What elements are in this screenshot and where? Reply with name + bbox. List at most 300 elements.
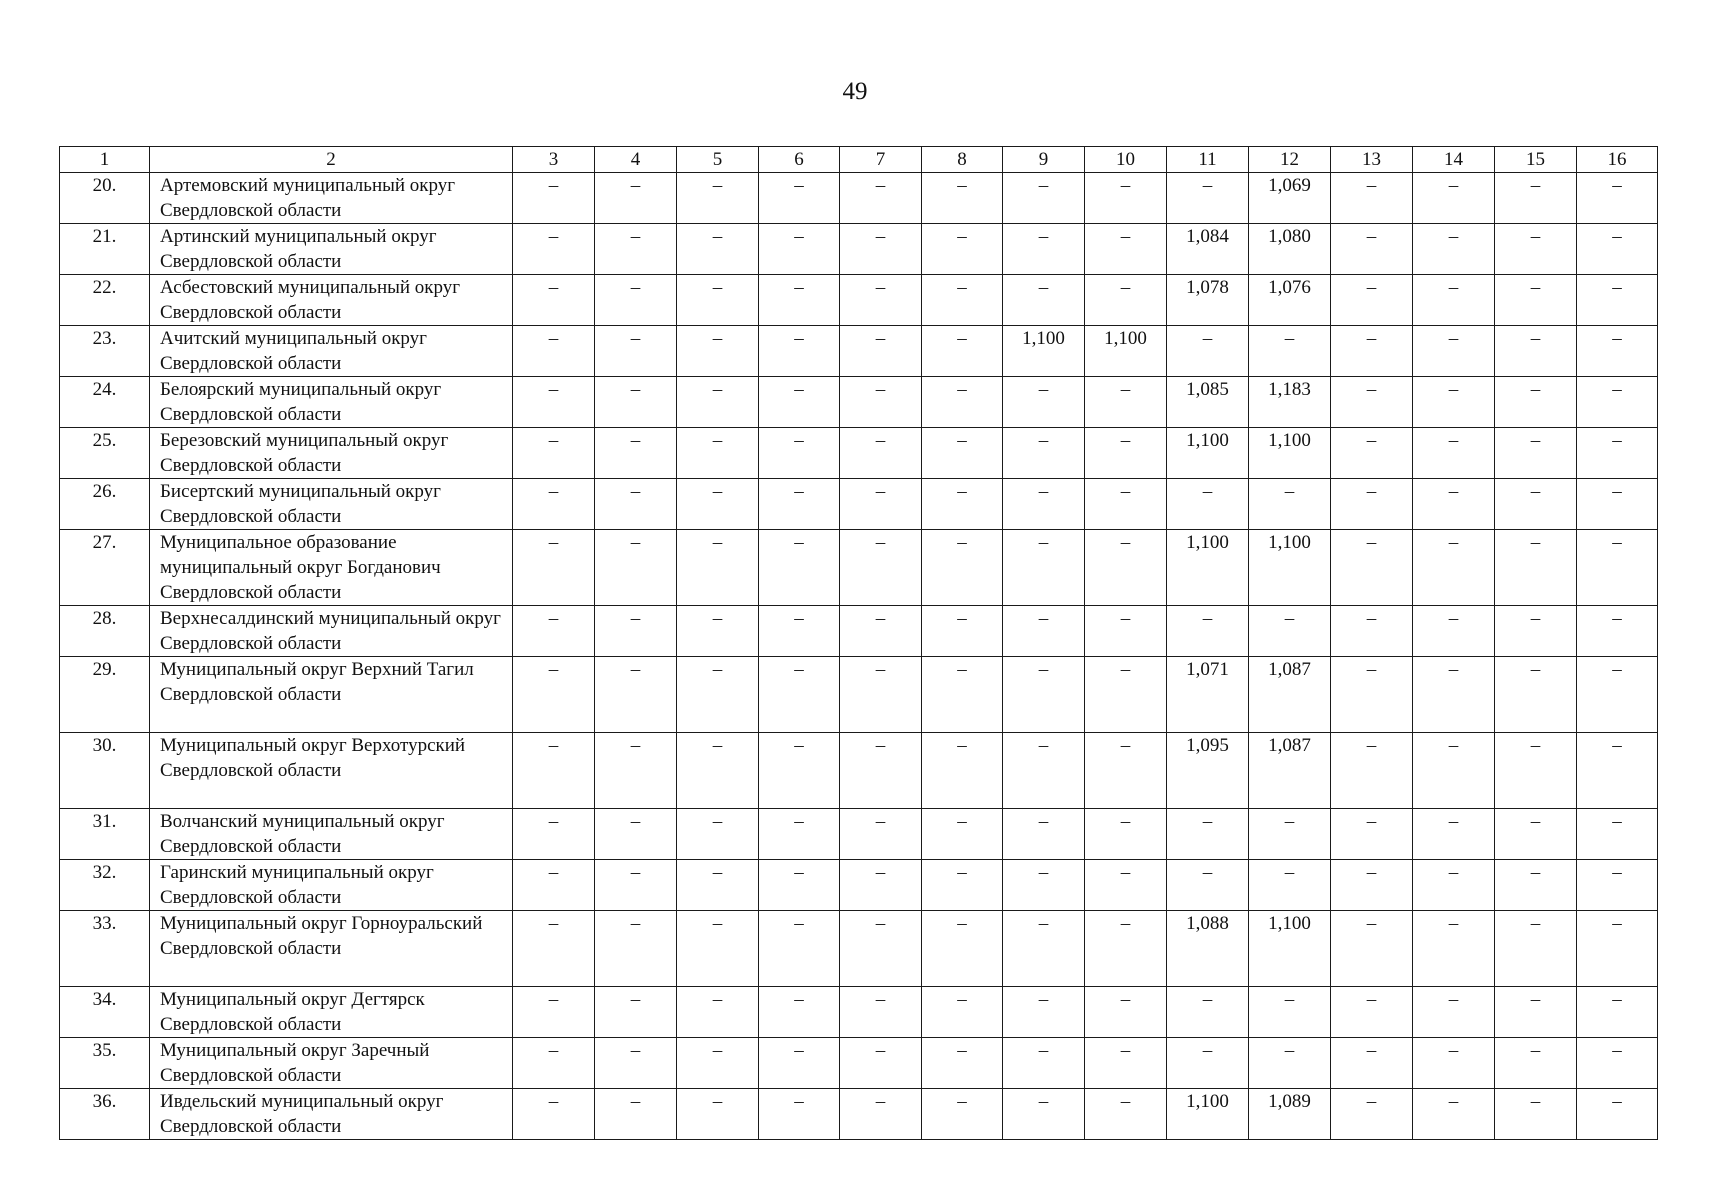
table-row	[60, 809, 1658, 860]
table-row	[60, 606, 1658, 657]
value-cell: –	[840, 530, 922, 606]
value-cell: 1,100	[1167, 428, 1249, 479]
value-cell: –	[759, 428, 840, 479]
value-cell: –	[922, 275, 1003, 326]
row-number: 22.	[60, 275, 150, 326]
value-cell: –	[1249, 809, 1331, 860]
value-cell: 1,183	[1249, 377, 1331, 428]
value-cell: –	[922, 224, 1003, 275]
table-row	[60, 911, 1658, 987]
value-cell: –	[1577, 860, 1658, 911]
value-cell: –	[1331, 987, 1413, 1038]
value-cell: –	[1085, 657, 1167, 733]
value-cell: –	[1003, 911, 1085, 987]
value-cell: –	[513, 987, 595, 1038]
value-cell: –	[1413, 530, 1495, 606]
value-cell: –	[759, 173, 840, 224]
value-cell: 1,069	[1249, 173, 1331, 224]
value-cell: –	[1495, 530, 1577, 606]
value-cell: –	[595, 428, 677, 479]
value-cell: –	[595, 479, 677, 530]
value-cell: –	[513, 224, 595, 275]
value-cell: –	[1331, 733, 1413, 809]
value-cell: –	[1003, 860, 1085, 911]
value-cell: –	[677, 606, 759, 657]
value-cell: –	[1003, 224, 1085, 275]
value-cell: –	[922, 1089, 1003, 1140]
municipality-name: Гаринский муниципальный округ Свердловской области	[150, 860, 513, 911]
value-cell: 1,095	[1167, 733, 1249, 809]
value-cell: –	[677, 479, 759, 530]
value-cell: –	[1495, 860, 1577, 911]
value-cell: –	[1249, 987, 1331, 1038]
value-cell: –	[1167, 173, 1249, 224]
value-cell: –	[1003, 428, 1085, 479]
value-cell: –	[1413, 479, 1495, 530]
table-row	[60, 1038, 1658, 1089]
value-cell: –	[1331, 911, 1413, 987]
value-cell: –	[1495, 606, 1577, 657]
header-cell: 15	[1495, 147, 1577, 173]
value-cell: –	[759, 809, 840, 860]
value-cell: –	[1167, 1038, 1249, 1089]
value-cell: –	[513, 428, 595, 479]
value-cell: –	[1331, 809, 1413, 860]
value-cell: –	[922, 911, 1003, 987]
value-cell: –	[759, 657, 840, 733]
value-cell: –	[1577, 479, 1658, 530]
municipality-name: Березовский муниципальный округ Свердловской области	[150, 428, 513, 479]
value-cell: –	[1003, 809, 1085, 860]
value-cell: –	[1495, 377, 1577, 428]
value-cell: –	[513, 530, 595, 606]
value-cell: –	[1577, 224, 1658, 275]
value-cell: –	[840, 224, 922, 275]
value-cell: –	[1003, 530, 1085, 606]
value-cell: –	[1249, 326, 1331, 377]
municipality-name: Волчанский муниципальный округ Свердловской области	[150, 809, 513, 860]
table-row	[60, 275, 1658, 326]
value-cell: –	[1495, 809, 1577, 860]
header-cell: 5	[677, 147, 759, 173]
value-cell: –	[1495, 987, 1577, 1038]
value-cell: –	[513, 1038, 595, 1089]
value-cell: –	[1085, 377, 1167, 428]
value-cell: –	[840, 657, 922, 733]
value-cell: –	[595, 860, 677, 911]
value-cell: –	[922, 657, 1003, 733]
value-cell: –	[1331, 1038, 1413, 1089]
value-cell: –	[1085, 1038, 1167, 1089]
value-cell: 1,100	[1003, 326, 1085, 377]
table-row	[60, 987, 1658, 1038]
value-cell: –	[840, 479, 922, 530]
header-cell: 6	[759, 147, 840, 173]
value-cell: –	[677, 326, 759, 377]
value-cell: –	[1249, 860, 1331, 911]
value-cell: –	[759, 224, 840, 275]
value-cell: –	[1577, 428, 1658, 479]
value-cell: –	[840, 326, 922, 377]
value-cell: –	[1495, 428, 1577, 479]
value-cell: –	[840, 911, 922, 987]
value-cell: –	[1495, 479, 1577, 530]
row-number: 34.	[60, 987, 150, 1038]
value-cell: –	[1331, 606, 1413, 657]
table-row	[60, 173, 1658, 224]
header-cell: 7	[840, 147, 922, 173]
table-row	[60, 733, 1658, 809]
value-cell: –	[1003, 479, 1085, 530]
value-cell: –	[513, 657, 595, 733]
value-cell: 1,076	[1249, 275, 1331, 326]
value-cell: –	[1085, 275, 1167, 326]
header-cell: 16	[1577, 147, 1658, 173]
value-cell: –	[1495, 173, 1577, 224]
value-cell: –	[1577, 173, 1658, 224]
value-cell: –	[840, 428, 922, 479]
municipality-name: Бисертский муниципальный округ Свердловской области	[150, 479, 513, 530]
value-cell: –	[1085, 733, 1167, 809]
row-number: 29.	[60, 657, 150, 733]
value-cell: –	[595, 326, 677, 377]
value-cell: –	[1577, 911, 1658, 987]
value-cell: –	[677, 275, 759, 326]
header-cell: 12	[1249, 147, 1331, 173]
value-cell: –	[1413, 224, 1495, 275]
value-cell: –	[1003, 377, 1085, 428]
value-cell: –	[922, 987, 1003, 1038]
municipality-name: Муниципальное образование муниципальный округ Богданович Свердловской области	[150, 530, 513, 606]
value-cell: –	[1413, 809, 1495, 860]
value-cell: –	[595, 377, 677, 428]
value-cell: 1,078	[1167, 275, 1249, 326]
value-cell: 1,087	[1249, 733, 1331, 809]
value-cell: –	[677, 733, 759, 809]
value-cell: –	[677, 377, 759, 428]
row-number: 32.	[60, 860, 150, 911]
value-cell: –	[1577, 530, 1658, 606]
value-cell: –	[1249, 606, 1331, 657]
value-cell: –	[922, 860, 1003, 911]
value-cell: –	[759, 1038, 840, 1089]
municipality-name: Белоярский муниципальный округ Свердловской области	[150, 377, 513, 428]
value-cell: –	[595, 1038, 677, 1089]
row-number: 25.	[60, 428, 150, 479]
value-cell: –	[840, 173, 922, 224]
header-cell: 8	[922, 147, 1003, 173]
row-number: 35.	[60, 1038, 150, 1089]
value-cell: –	[1085, 606, 1167, 657]
value-cell: –	[840, 860, 922, 911]
municipality-name: Муниципальный округ Верхний Тагил Свердловской области	[150, 657, 513, 733]
value-cell: –	[1085, 173, 1167, 224]
table-row	[60, 860, 1658, 911]
header-cell: 9	[1003, 147, 1085, 173]
value-cell: –	[1495, 1089, 1577, 1140]
value-cell: –	[677, 657, 759, 733]
value-cell: –	[1331, 173, 1413, 224]
value-cell: –	[595, 173, 677, 224]
value-cell: –	[1085, 911, 1167, 987]
value-cell: –	[1085, 428, 1167, 479]
value-cell: –	[677, 1038, 759, 1089]
value-cell: –	[595, 530, 677, 606]
value-cell: –	[1331, 479, 1413, 530]
value-cell: –	[1331, 326, 1413, 377]
value-cell: –	[1413, 860, 1495, 911]
value-cell: –	[1331, 377, 1413, 428]
municipality-name: Артинский муниципальный округ Свердловской области	[150, 224, 513, 275]
value-cell: –	[840, 275, 922, 326]
value-cell: –	[922, 377, 1003, 428]
value-cell: 1,100	[1249, 428, 1331, 479]
value-cell: 1,080	[1249, 224, 1331, 275]
value-cell: –	[1413, 173, 1495, 224]
municipality-name: Асбестовский муниципальный округ Свердловской области	[150, 275, 513, 326]
value-cell: –	[922, 1038, 1003, 1089]
value-cell: –	[1413, 606, 1495, 657]
value-cell: –	[1577, 275, 1658, 326]
table-row	[60, 377, 1658, 428]
value-cell: –	[759, 530, 840, 606]
value-cell: –	[840, 377, 922, 428]
value-cell: –	[1085, 987, 1167, 1038]
value-cell: –	[595, 733, 677, 809]
municipality-name: Муниципальный округ Заречный Свердловской области	[150, 1038, 513, 1089]
value-cell: –	[595, 606, 677, 657]
value-cell: –	[1085, 479, 1167, 530]
value-cell: –	[1331, 275, 1413, 326]
value-cell: –	[513, 173, 595, 224]
value-cell: –	[1085, 530, 1167, 606]
row-number: 31.	[60, 809, 150, 860]
header-row	[60, 147, 1658, 173]
row-number: 21.	[60, 224, 150, 275]
value-cell: –	[513, 860, 595, 911]
value-cell: –	[1577, 809, 1658, 860]
value-cell: –	[922, 733, 1003, 809]
header-cell: 1	[60, 147, 150, 173]
value-cell: –	[677, 428, 759, 479]
value-cell: –	[1167, 606, 1249, 657]
value-cell: –	[677, 911, 759, 987]
value-cell: –	[1413, 657, 1495, 733]
table-row	[60, 1089, 1658, 1140]
value-cell: –	[1167, 326, 1249, 377]
value-cell: –	[759, 606, 840, 657]
table-row	[60, 326, 1658, 377]
value-cell: –	[677, 530, 759, 606]
value-cell: –	[759, 326, 840, 377]
table-row	[60, 479, 1658, 530]
value-cell: –	[595, 911, 677, 987]
value-cell: –	[759, 1089, 840, 1140]
value-cell: –	[840, 606, 922, 657]
municipality-name: Верхнесалдинский муниципальный округ Свердловской области	[150, 606, 513, 657]
value-cell: –	[840, 1089, 922, 1140]
header-cell: 4	[595, 147, 677, 173]
value-cell: –	[1577, 606, 1658, 657]
value-cell: –	[1003, 987, 1085, 1038]
value-cell: –	[1495, 733, 1577, 809]
value-cell: –	[1003, 657, 1085, 733]
value-cell: –	[513, 606, 595, 657]
value-cell: 1,100	[1249, 911, 1331, 987]
value-cell: –	[1331, 860, 1413, 911]
value-cell: –	[759, 377, 840, 428]
value-cell: –	[677, 860, 759, 911]
row-number: 28.	[60, 606, 150, 657]
value-cell: –	[1249, 479, 1331, 530]
page-number: 49	[842, 78, 868, 105]
value-cell: –	[922, 479, 1003, 530]
value-cell: –	[1331, 428, 1413, 479]
value-cell: –	[1577, 987, 1658, 1038]
value-cell: –	[1577, 326, 1658, 377]
value-cell: –	[513, 911, 595, 987]
value-cell: –	[1331, 657, 1413, 733]
table-row	[60, 224, 1658, 275]
value-cell: –	[1413, 326, 1495, 377]
value-cell: –	[1331, 530, 1413, 606]
municipality-name: Ачитский муниципальный округ Свердловской области	[150, 326, 513, 377]
value-cell: –	[595, 809, 677, 860]
value-cell: –	[595, 1089, 677, 1140]
value-cell: –	[1331, 224, 1413, 275]
value-cell: –	[1003, 733, 1085, 809]
row-number: 33.	[60, 911, 150, 987]
value-cell: 1,085	[1167, 377, 1249, 428]
row-number: 23.	[60, 326, 150, 377]
value-cell: –	[1577, 657, 1658, 733]
value-cell: –	[840, 1038, 922, 1089]
value-cell: 1,100	[1249, 530, 1331, 606]
value-cell: –	[513, 479, 595, 530]
value-cell: –	[513, 809, 595, 860]
value-cell: –	[840, 809, 922, 860]
value-cell: –	[1413, 911, 1495, 987]
value-cell: –	[1495, 326, 1577, 377]
value-cell: –	[1003, 1089, 1085, 1140]
value-cell: –	[677, 224, 759, 275]
value-cell: –	[840, 733, 922, 809]
value-cell: –	[1413, 275, 1495, 326]
value-cell: –	[1003, 606, 1085, 657]
value-cell: –	[513, 1089, 595, 1140]
municipality-name: Артемовский муниципальный округ Свердловской области	[150, 173, 513, 224]
value-cell: 1,084	[1167, 224, 1249, 275]
value-cell: –	[1003, 1038, 1085, 1089]
value-cell: –	[513, 326, 595, 377]
header-cell: 14	[1413, 147, 1495, 173]
value-cell: –	[595, 987, 677, 1038]
value-cell: –	[1003, 173, 1085, 224]
value-cell: –	[1413, 428, 1495, 479]
row-number: 20.	[60, 173, 150, 224]
value-cell: –	[595, 224, 677, 275]
value-cell: –	[1167, 479, 1249, 530]
value-cell: –	[922, 809, 1003, 860]
header-cell: 11	[1167, 147, 1249, 173]
municipality-name: Ивдельский муниципальный округ Свердловской области	[150, 1089, 513, 1140]
municipality-name: Муниципальный округ Верхотурский Свердловской области	[150, 733, 513, 809]
data-table	[59, 146, 1658, 1140]
value-cell: 1,100	[1167, 1089, 1249, 1140]
value-cell: –	[1577, 733, 1658, 809]
row-number: 36.	[60, 1089, 150, 1140]
value-cell: –	[759, 275, 840, 326]
value-cell: –	[1413, 1038, 1495, 1089]
value-cell: –	[1167, 860, 1249, 911]
value-cell: –	[1085, 809, 1167, 860]
header-cell: 10	[1085, 147, 1167, 173]
value-cell: –	[1495, 275, 1577, 326]
value-cell: 1,089	[1249, 1089, 1331, 1140]
value-cell: –	[677, 987, 759, 1038]
municipality-name: Муниципальный округ Горноуральский Свердловской области	[150, 911, 513, 987]
value-cell: –	[1003, 275, 1085, 326]
row-number: 26.	[60, 479, 150, 530]
value-cell: –	[1413, 377, 1495, 428]
value-cell: –	[922, 326, 1003, 377]
value-cell: –	[677, 1089, 759, 1140]
value-cell: –	[1413, 733, 1495, 809]
value-cell: –	[595, 657, 677, 733]
table-row	[60, 428, 1658, 479]
value-cell: –	[1249, 1038, 1331, 1089]
value-cell: –	[1577, 1038, 1658, 1089]
value-cell: –	[759, 860, 840, 911]
value-cell: –	[1331, 1089, 1413, 1140]
value-cell: –	[1495, 1038, 1577, 1089]
value-cell: –	[677, 173, 759, 224]
header-cell: 3	[513, 147, 595, 173]
value-cell: –	[840, 987, 922, 1038]
value-cell: –	[922, 530, 1003, 606]
header-cell: 2	[150, 147, 513, 173]
value-cell: –	[922, 606, 1003, 657]
value-cell: –	[513, 377, 595, 428]
value-cell: –	[922, 173, 1003, 224]
value-cell: 1,088	[1167, 911, 1249, 987]
value-cell: –	[1085, 860, 1167, 911]
value-cell: –	[1167, 809, 1249, 860]
row-number: 27.	[60, 530, 150, 606]
row-number: 30.	[60, 733, 150, 809]
value-cell: –	[1495, 657, 1577, 733]
value-cell: –	[759, 911, 840, 987]
value-cell: –	[1577, 377, 1658, 428]
value-cell: –	[922, 428, 1003, 479]
value-cell: –	[1167, 987, 1249, 1038]
value-cell: –	[1085, 1089, 1167, 1140]
value-cell: 1,071	[1167, 657, 1249, 733]
value-cell: –	[513, 733, 595, 809]
table-row	[60, 530, 1658, 606]
value-cell: –	[759, 733, 840, 809]
value-cell: 1,087	[1249, 657, 1331, 733]
value-cell: –	[595, 275, 677, 326]
value-cell: 1,100	[1167, 530, 1249, 606]
value-cell: –	[1495, 224, 1577, 275]
value-cell: –	[1413, 1089, 1495, 1140]
value-cell: –	[1413, 987, 1495, 1038]
value-cell: –	[759, 479, 840, 530]
row-number: 24.	[60, 377, 150, 428]
municipality-name: Муниципальный округ Дегтярск Свердловской области	[150, 987, 513, 1038]
table-row	[60, 657, 1658, 733]
